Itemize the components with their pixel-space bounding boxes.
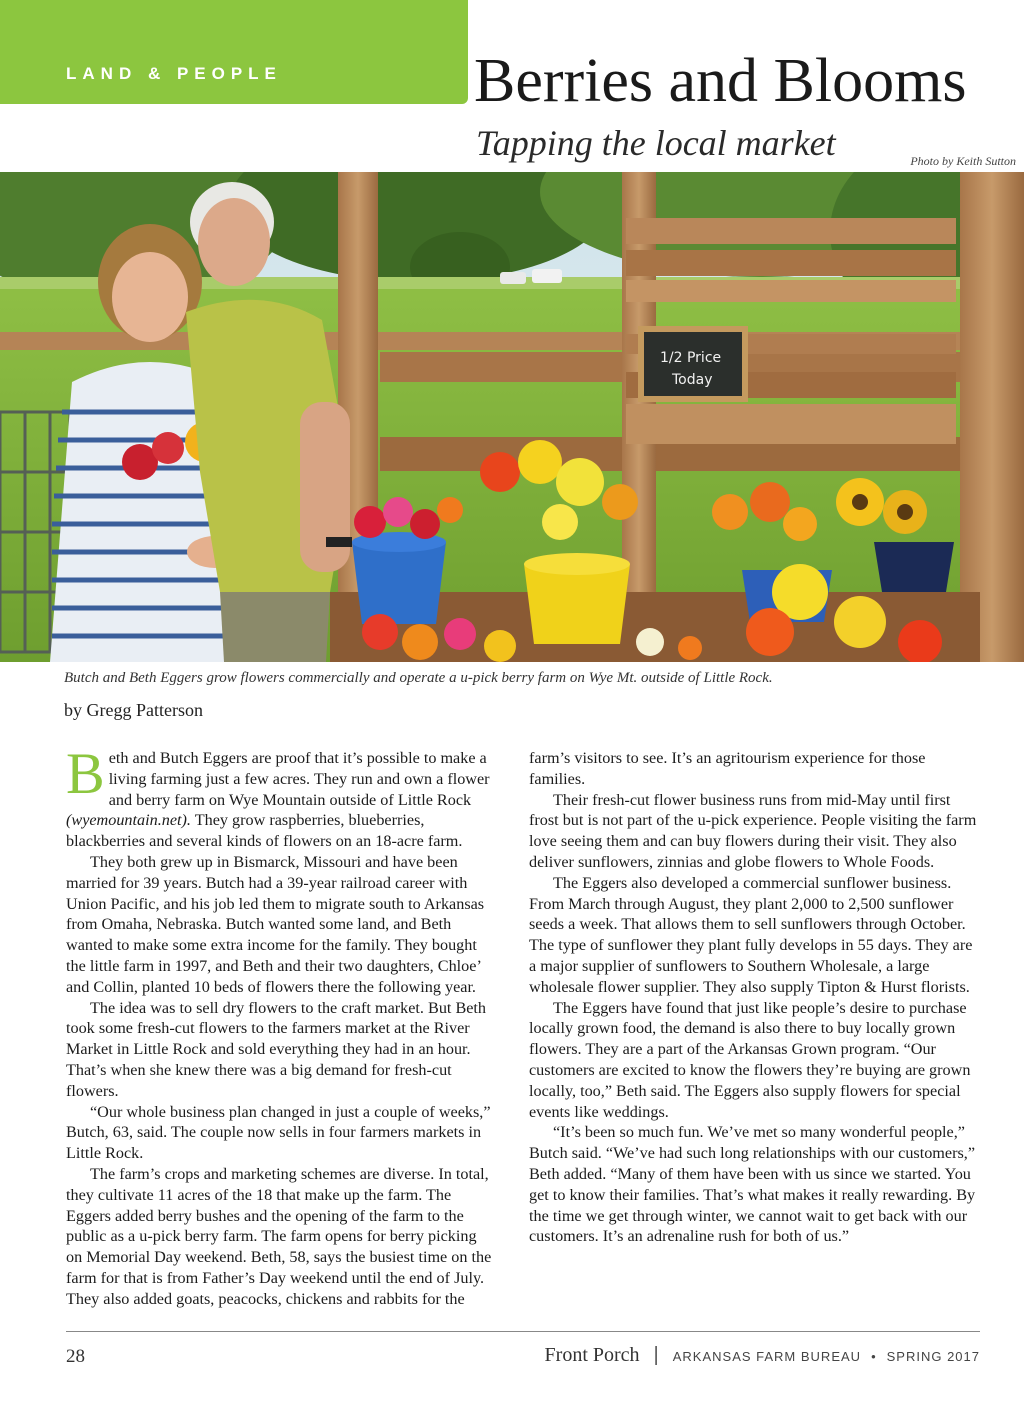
paragraph-1-text-b: They grow raspberries, blueberries, blackberries and several kinds of flowers on an 18-acre farm. <box>66 811 463 851</box>
subhead: Tapping the local market <box>476 123 836 163</box>
publisher-name: ARKANSAS FARM BUREAU <box>672 1349 862 1364</box>
paragraph-2: They both grew up in Bismarck, Missouri and have been married for 39 years. Butch had a 39-year railroad career with Union Pacific, and his job led them to migrate south to Arkansas from Omaha, Nebraska. Butch wanted some land, and Beth wanted to make some extra income for the family. They bought the little farm in 1997, and Beth and their two daughters, Chloe’ and Collin, planted 10 beds of flowers there the following year. <box>66 852 485 996</box>
photo-credit: Photo by Keith Sutton <box>910 154 1016 168</box>
headline: Berries and Blooms <box>474 47 967 115</box>
section-band <box>0 0 468 104</box>
paragraph-6: Their fresh-cut flower business runs from mid-May until first frost but is not part of the u-pick experience. People visiting the farm love seeing them and can buy flowers during their visit. They also deliver sunflowers, zinnias and globe flowers to Whole Foods. <box>529 790 977 871</box>
paragraph-1 <box>66 741 492 852</box>
article-column-left <box>66 741 492 1310</box>
paragraph-3: The idea was to sell dry flowers to the craft market. But Beth took some fresh-cut flowers to the farmers market at the River Market in Little Rock and sold everything they had in an hour. That’s when she knew there was a big demand for fresh-cut flowers. <box>66 998 487 1100</box>
photo-caption: Butch and Beth Eggers grow flowers commercially and operate a u-pick berry farm on Wye Mt. outside of Little Rock. <box>64 670 773 686</box>
footer-bullet: • <box>871 1349 877 1364</box>
paragraph-8: The Eggers have found that just like people’s desire to purchase locally grown food, the demand is also there to buy locally grown flowers. They are a part of the Arkansas Grown program. “Our customers are excited to know the flowers they’re buying are grown locally, too,” Beth said. The Eggers also supply flowers for special events like weddings. <box>529 998 971 1121</box>
article-column-right <box>529 748 979 1247</box>
website-reference: (wyemountain.net). <box>66 811 191 830</box>
page-number: 28 <box>66 1346 85 1367</box>
paragraph-4: “Our whole business plan changed in just a couple of weeks,” Butch, 63, said. The couple now sells in four farmers markets in Little Rock. <box>66 1102 491 1163</box>
running-footer <box>545 1344 980 1367</box>
paragraph-7: The Eggers also developed a commercial sunflower business. From March through August, they plant 2,000 to 2,500 sunflower seeds a week. That allows them to sell sunflowers through October. The type of sunflower they plant fully develops in 55 days. They are a major supplier of sunflowers to Southern Wholesale, a large wholesale flower supplier. They also supply Tipton & Hurst florists. <box>529 873 973 996</box>
section-label: LAND & PEOPLE <box>66 64 282 83</box>
feature-photo <box>0 172 1024 662</box>
sign-text-today: Today <box>672 372 713 388</box>
footer-divider <box>66 1331 980 1332</box>
paragraph-1-text-a: eth and Butch Eggers are proof that it’s possible to make a living farming just a few acres. They run and own a flower and berry farm on Wye Mountain outside of Little Rock <box>108 749 490 809</box>
issue-season: SPRING 2017 <box>886 1349 980 1364</box>
paragraph-9: “It’s been so much fun. We’ve met so many wonderful people,” Butch said. “We’ve had such long relationships with our customers,” Beth added. “Many of them have been with us since we started. You get to know their families. That’s what makes it really rewarding. By the time we get through winter, we cannot wait to get back with our customers. It’s an adrenaline rush for both of us.” <box>529 1123 976 1246</box>
paragraph-5-continued: farm’s visitors to see. It’s an agritourism experience for those families. <box>529 749 926 788</box>
byline: by Gregg Patterson <box>64 700 203 720</box>
sign-text-price: 1/2 Price <box>660 350 722 366</box>
paragraph-5: The farm’s crops and marketing schemes are diverse. In total, they cultivate 11 acres of the 18 that make up the farm. The Eggers added berry bushes and the opening of the farm to the public as a u-pick berry farm. The farm opens for berry picking on Memorial Day weekend. Beth, 58, says the busiest time on the farm for that is from Father’s Day weekend until the end of July. They also added goats, peacocks, chickens and rabbits for the <box>66 1164 492 1308</box>
drop-cap: B <box>66 741 105 806</box>
footer-pipe: | <box>653 1344 659 1366</box>
magazine-name: Front Porch <box>544 1344 640 1366</box>
